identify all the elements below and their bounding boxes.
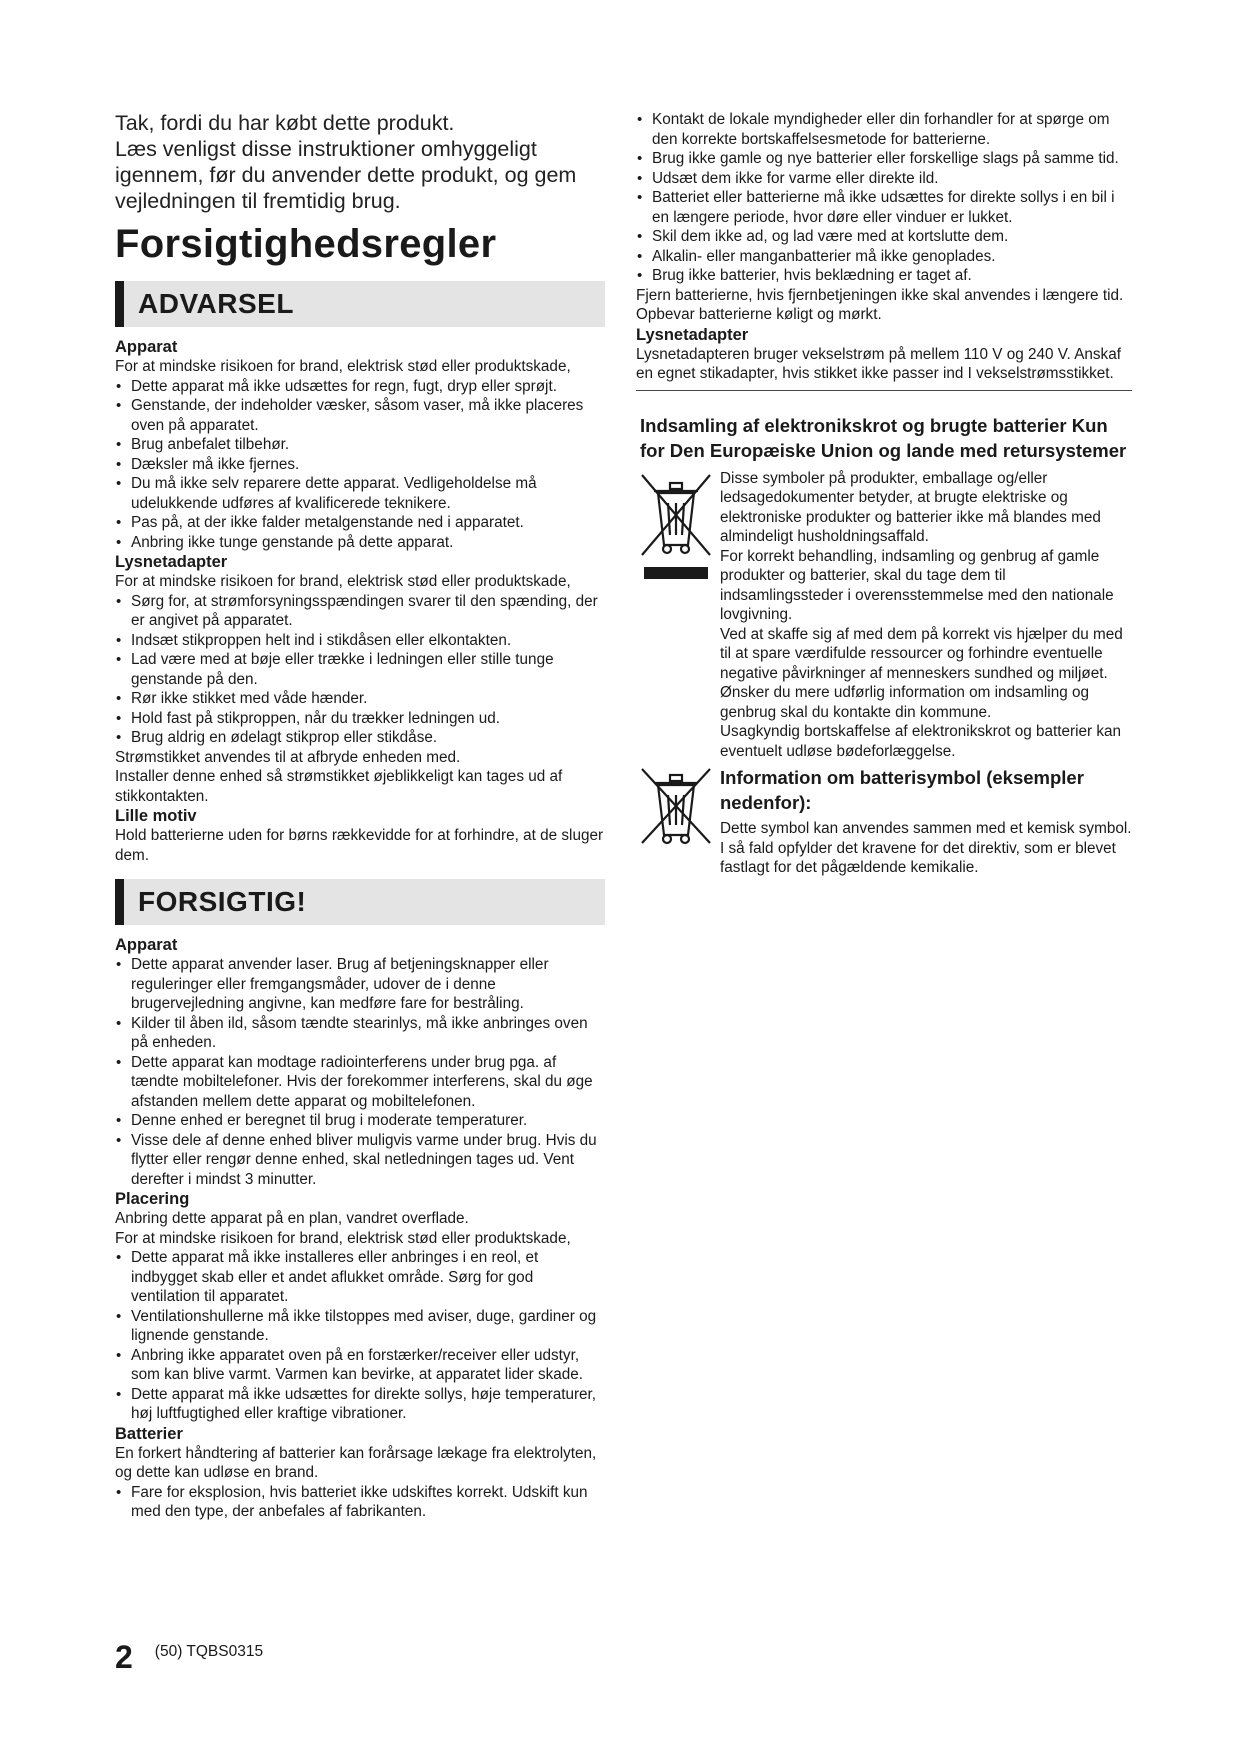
list-item: • Fare for eksplosion, hvis batteriet ikke udskiftes korrekt. Udskift kun med den type, der anbefales af fabrikanten. xyxy=(115,1483,605,1522)
collection-text xyxy=(720,469,1132,762)
battery-symbol-icons xyxy=(636,761,720,878)
caution-banner xyxy=(115,879,605,925)
collection-p4: Ønsker du mere udførlig information om indsamling og genbrug skal du kontakte din kommune. xyxy=(720,684,1089,721)
warning-apparat-list xyxy=(115,377,605,553)
list-item: • Dette apparat må ikke udsættes for direkte sollys, høje temperaturer, høj luftfugtighed eller kraftige vibrationer. xyxy=(115,1385,605,1424)
warning-adapter-intro: For at mindske risikoen for brand, elektrisk stød eller produktskade, xyxy=(115,573,571,590)
caution-banner-label: FORSIGTIG! xyxy=(138,886,307,917)
list-item: • Dette apparat må ikke udsættes for regn, fugt, dryp eller sprøjt. xyxy=(115,377,605,397)
collection-p1: Disse symboler på produkter, emballage og/eller ledsagedokumenter betyder, at brugte elektriske og elektroniske produkter og batterier ikke må blandes med almindeligt husholdningsaffald. xyxy=(720,469,1101,545)
caution-placering-heading: Placering xyxy=(115,1190,190,1208)
list-item: • Dæksler må ikke fjernes. xyxy=(115,455,605,475)
collection-p2: For korrekt behandling, indsamling og genbrug af gamle produkter og batterier, skal du tage dem til indsamlingssteder i overensstemmelse med den nationale lovgivning. xyxy=(720,547,1114,623)
collection-p3: Ved at skaffe sig af med dem på korrekt vis hjælper du med til at spare værdifulde ressourcer og forhindre eventuelle negative påvirkninger af menneskers sundhed og miljøet. xyxy=(720,625,1123,682)
warning-adapter-list xyxy=(115,592,605,748)
list-item: • Rør ikke stikket med våde hænder. xyxy=(115,689,605,709)
crossed-bin-icon xyxy=(636,469,716,581)
list-item: • Pas på, at der ikke falder metalgenstande ned i apparatet. xyxy=(115,513,605,533)
warning-small-heading: Lille motiv xyxy=(115,807,197,825)
list-item: • Ventilationshullerne må ikke tilstoppes med aviser, duge, gardiner og lignende genstande. xyxy=(115,1307,605,1346)
document-code: (50) TQBS0315 xyxy=(154,1643,264,1660)
page-footer xyxy=(115,1640,263,1674)
warning-adapter-heading: Lysnetadapter xyxy=(115,553,228,571)
warning-adapter-note-2: Installer denne enhed så strømstikket øjeblikkeligt kan tages ud af stikkontakten. xyxy=(115,768,563,805)
list-item: • Brug anbefalet tilbehør. xyxy=(115,435,605,455)
list-item: • Skil dem ikke ad, og lad være med at kortslutte dem. xyxy=(636,227,1132,247)
list-item: • Visse dele af denne enhed bliver muligvis varme under brug. Hvis du flytter eller rengør denne enhed, skal netledningen tages ud. Vent derefter i mindst 3 minutter. xyxy=(115,1131,605,1190)
caution-apparat-heading: Apparat xyxy=(115,936,178,954)
list-item: • Dette apparat må ikke installeres eller anbringes i en reol, et indbygget skab eller et andet aflukket område. Sørg for god ventilation til apparatet. xyxy=(115,1248,605,1307)
list-item: • Sørg for, at strømforsyningsspændingen svarer til den spænding, der er angivet på apparatet. xyxy=(115,592,605,631)
page-number: 2 xyxy=(115,1639,133,1675)
section-divider xyxy=(636,390,1132,391)
battery-info-section xyxy=(636,761,1132,878)
intro-text xyxy=(115,110,605,214)
banner-bar xyxy=(115,879,124,925)
warning-small-text: Hold batterierne uden for børns rækkevidde for at forhindre, at de sluger dem. xyxy=(115,827,604,864)
page-title: Forsigtighedsregler xyxy=(115,222,497,266)
list-item: • Genstande, der indeholder væsker, såsom vaser, må ikke placeres oven på apparatet. xyxy=(115,396,605,435)
list-item: • Udsæt dem ikke for varme eller direkte ild. xyxy=(636,169,1132,189)
list-item: • Brug ikke batterier, hvis beklædning er taget af. xyxy=(636,266,1132,286)
left-column xyxy=(115,110,605,1522)
caution-batterier-text: En forkert håndtering af batterier kan forårsage lækage fra elektrolyten, og dette kan udløse en brand. xyxy=(115,1444,597,1481)
battery-info-text xyxy=(720,761,1132,878)
caution-placering-text-1: Anbring dette apparat på en plan, vandret overflade. xyxy=(115,1210,469,1227)
collection-section xyxy=(636,469,1132,762)
right-column xyxy=(636,110,1132,878)
list-item: • Brug aldrig en ødelagt stikprop eller stikdåse. xyxy=(115,728,605,748)
remove-batteries-text: Fjern batterierne, hvis fjernbetjeningen ikke skal anvendes i længere tid. Opbevar batterierne køligt og mørkt. xyxy=(636,286,1124,323)
warning-apparat-heading: Apparat xyxy=(115,338,178,356)
warning-adapter-note-1: Strømstikket anvendes til at afbryde enheden med. xyxy=(115,748,461,766)
caution-placering-text-2: For at mindske risikoen for brand, elektrisk stød eller produktskade, xyxy=(115,1229,571,1247)
caution-apparat-list xyxy=(115,955,605,1189)
list-item: • Kilder til åben ild, såsom tændte stearinlys, må ikke anbringes oven på enheden. xyxy=(115,1014,605,1053)
list-item: • Alkalin- eller manganbatterier må ikke genoplades. xyxy=(636,247,1132,267)
list-item: • Batteriet eller batterierne må ikke udsættes for direkte sollys i en bil i en længere periode, hvor døre eller vinduer er lukket. xyxy=(636,188,1132,227)
list-item: • Dette apparat kan modtage radiointerferens under brug pga. af tændte mobiltelefoner. Hvis der forekommer interferens, skal du øge afstanden mellem dette apparat og mobiltelefonen. xyxy=(115,1053,605,1112)
caution-batterier-heading: Batterier xyxy=(115,1424,183,1443)
battery-info-body: Dette symbol kan anvendes sammen med et kemisk symbol. I så fald opfylder det kravene for det direktiv, som er blevet fastlagt for det pågældende kemikalie. xyxy=(720,820,1132,876)
warning-banner-label: ADVARSEL xyxy=(138,288,294,319)
battery-info-heading: Information om batterisymbol (eksempler nedenfor): xyxy=(720,767,1084,813)
list-item: • Lad være med at bøje eller trække i ledningen eller stille tunge genstande på den. xyxy=(115,650,605,689)
list-item: • Kontakt de lokale myndigheder eller din forhandler for at spørge om den korrekte bortskaffelsesmetode for batterierne. xyxy=(636,110,1132,149)
warning-banner xyxy=(115,281,605,327)
right-adapter-text: Lysnetadapteren bruger vekselstrøm på mellem 110 V og 240 V. Anskaf en egnet stikadapter, hvis stikket ikke passer ind I vekselstrømsstikket. xyxy=(636,345,1121,382)
list-item: • Indsæt stikproppen helt ind i stikdåsen eller elkontakten. xyxy=(115,631,605,651)
banner-bar xyxy=(115,281,124,327)
collection-heading: Indsamling af elektronikskrot og brugte batterier Kun for Den Europæiske Union og lande med retursystemer xyxy=(640,414,1127,461)
list-item: • Denne enhed er beregnet til brug i moderate temperaturer. xyxy=(115,1111,605,1131)
caution-batterier-list xyxy=(115,1483,605,1522)
list-item: • Anbring ikke tunge genstande på dette apparat. xyxy=(115,533,605,553)
list-item: • Dette apparat anvender laser. Brug af betjeningsknapper eller reguleringer eller fremgangsmåder, udover de i denne brugervejledning angivne, kan medføre fare for bestråling. xyxy=(115,955,605,1014)
intro-line: Tak, fordi du har købt dette produkt. xyxy=(115,111,455,135)
intro-line: vejledningen til fremtidig brug. xyxy=(115,189,401,213)
list-item: • Hold fast på stikproppen, når du trækker ledningen ud. xyxy=(115,709,605,729)
collection-p5: Usagkyndig bortskaffelse af elektronikskrot og batterier kan eventuelt udløse bødeforlæggelse. xyxy=(720,723,1122,760)
warning-apparat-intro: For at mindske risikoen for brand, elektrisk stød eller produktskade, xyxy=(115,358,571,375)
list-item: • Anbring ikke apparatet oven på en forstærker/receiver eller udstyr, som kan blive varmt. Varmen kan bevirke, at apparatet lider skade. xyxy=(115,1346,605,1385)
crossed-bin-icon xyxy=(636,761,716,847)
intro-line: igennem, før du anvender dette produkt, og gem xyxy=(115,163,577,187)
right-adapter-heading: Lysnetadapter xyxy=(636,325,749,344)
list-item: • Brug ikke gamle og nye batterier eller forskellige slags på samme tid. xyxy=(636,149,1132,169)
caution-placering-list xyxy=(115,1248,605,1424)
battery-handling-list xyxy=(636,110,1132,286)
weee-icons xyxy=(636,469,720,762)
intro-line: Læs venligst disse instruktioner omhyggeligt xyxy=(115,137,537,161)
list-item: • Du må ikke selv reparere dette apparat. Vedligeholdelse må udelukkende udføres af kvalificerede teknikere. xyxy=(115,474,605,513)
